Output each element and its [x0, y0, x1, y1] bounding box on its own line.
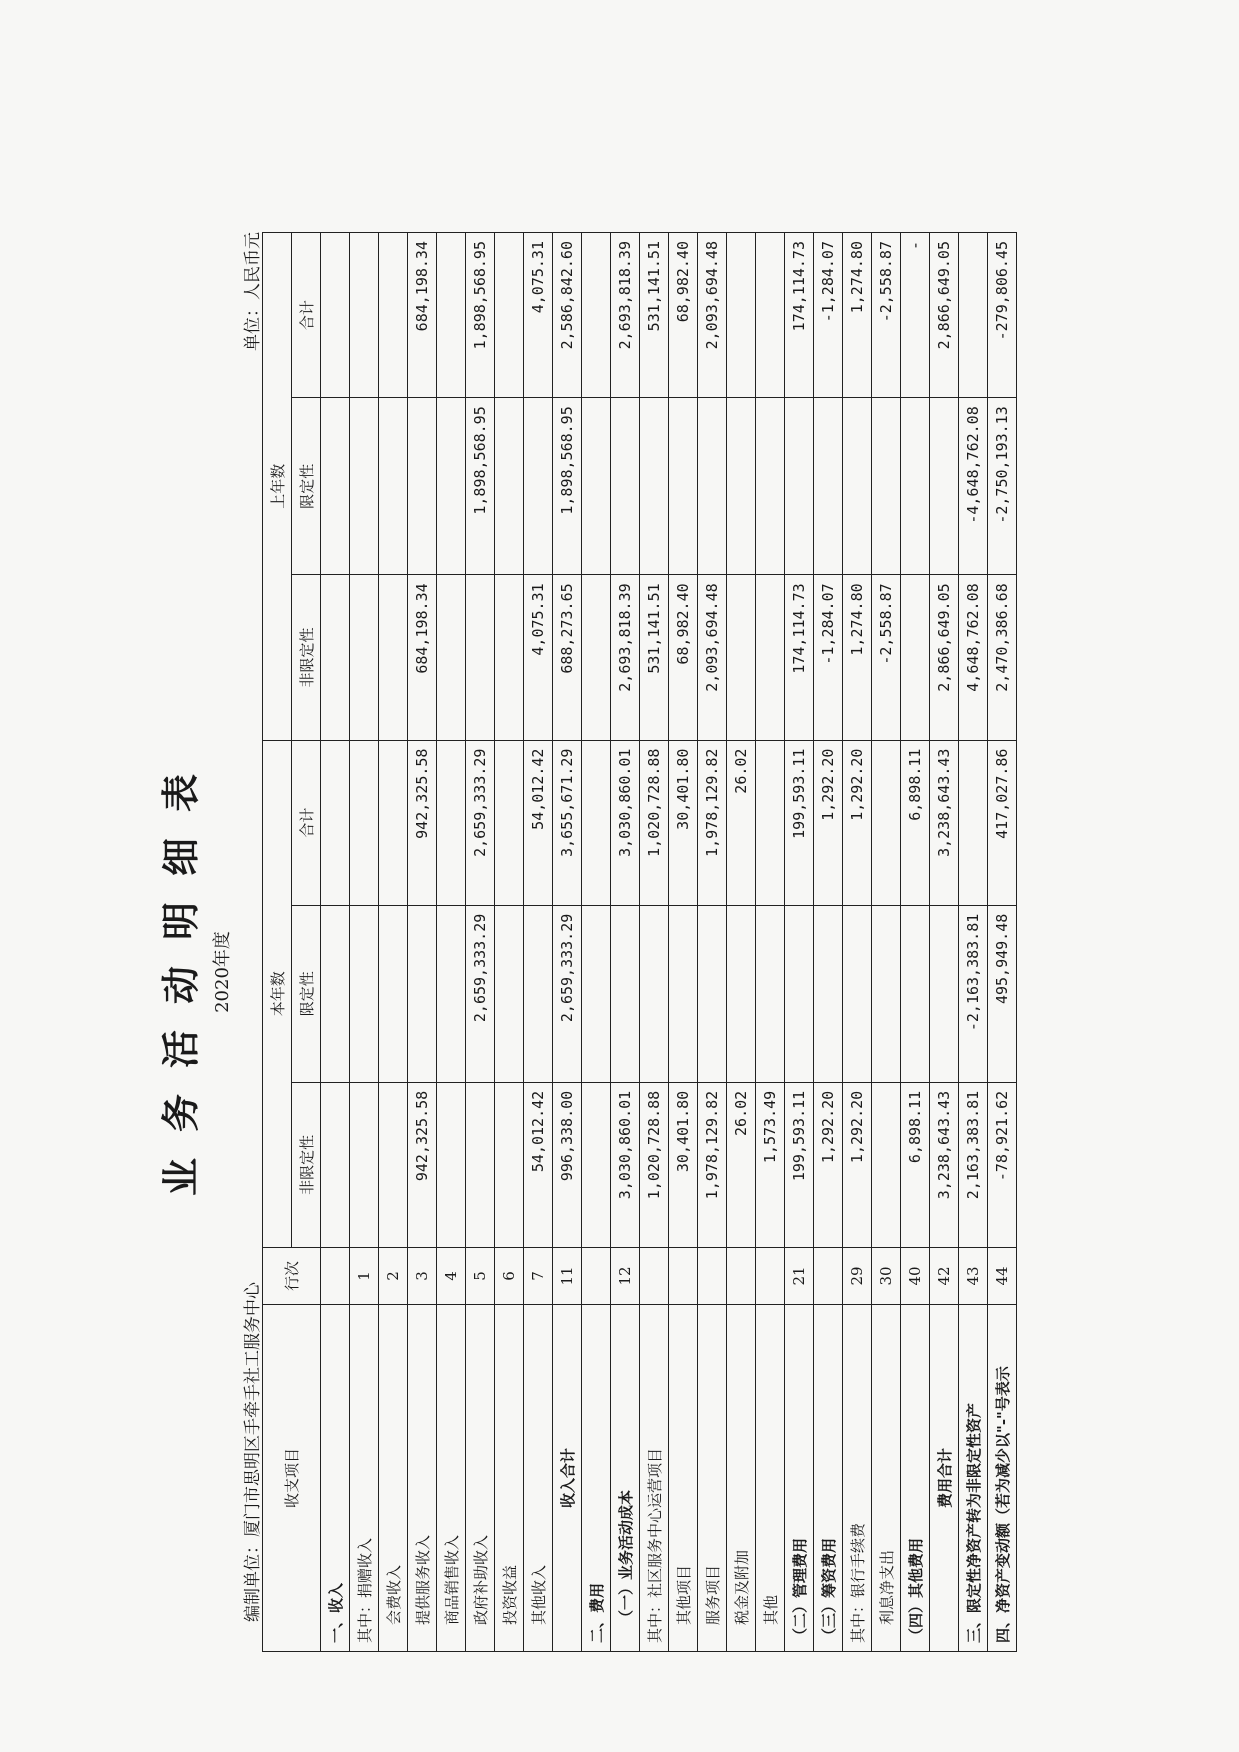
- cell-cy-t: [756, 740, 785, 905]
- cell-ly-t: -1,284.07: [814, 233, 843, 398]
- cell-cy-r: [495, 905, 524, 1082]
- cell-ly-u: [756, 575, 785, 740]
- table-row: [582, 233, 611, 1652]
- row-item-label: 其他项目: [669, 1305, 698, 1652]
- row-item-label: 税金及附加: [727, 1305, 756, 1652]
- cell-cy-r: [669, 905, 698, 1082]
- cell-cy-t: [582, 740, 611, 905]
- row-item-label: 其他: [756, 1305, 785, 1652]
- organization-label: 编制单位：厦门市思明区手牵手社工服务中心: [243, 1282, 263, 1622]
- table-row: [872, 233, 901, 1652]
- row-line-number: 5: [466, 1248, 495, 1305]
- cell-ly-t: [437, 233, 466, 398]
- row-item-label: 费用合计: [930, 1305, 959, 1652]
- cell-cy-r: [582, 905, 611, 1082]
- cell-ly-r: [872, 398, 901, 575]
- table-row: [466, 233, 495, 1652]
- cell-ly-r: 1,898,568.95: [553, 398, 582, 575]
- cell-ly-u: [582, 575, 611, 740]
- cell-ly-u: [901, 575, 930, 740]
- cell-cy-t: [321, 740, 350, 905]
- cell-cy-u: 199,593.11: [785, 1082, 814, 1247]
- cell-ly-r: [640, 398, 669, 575]
- row-item-label: 其中：银行手续费: [843, 1305, 872, 1652]
- cell-ly-u: 174,114.73: [785, 575, 814, 740]
- row-line-number: 21: [785, 1248, 814, 1305]
- cell-ly-r: [698, 398, 727, 575]
- cell-ly-t: 684,198.34: [408, 233, 437, 398]
- cell-ly-t: [495, 233, 524, 398]
- table-row: [959, 233, 988, 1652]
- cell-cy-u: [437, 1082, 466, 1247]
- row-item-label: （二）管理费用: [785, 1305, 814, 1652]
- row-line-number: 29: [843, 1248, 872, 1305]
- header-current-year: 本年数: [263, 740, 292, 1247]
- cell-cy-u: [495, 1082, 524, 1247]
- cell-cy-t: [379, 740, 408, 905]
- cell-ly-t: 2,586,842.60: [553, 233, 582, 398]
- cell-cy-r: [611, 905, 640, 1082]
- cell-ly-t: [959, 233, 988, 398]
- cell-cy-u: [872, 1082, 901, 1247]
- table-row: [727, 233, 756, 1652]
- cell-ly-r: [669, 398, 698, 575]
- header-ly-unrestricted: 非限定性: [292, 575, 321, 740]
- cell-cy-t: 942,325.58: [408, 740, 437, 905]
- activity-statement-table: [262, 232, 1017, 1652]
- table-row: [814, 233, 843, 1652]
- cell-ly-u: 4,075.31: [524, 575, 553, 740]
- cell-cy-u: 30,401.80: [669, 1082, 698, 1247]
- cell-ly-r: [350, 398, 379, 575]
- cell-cy-r: [379, 905, 408, 1082]
- cell-ly-r: [611, 398, 640, 575]
- cell-cy-r: -2,163,383.81: [959, 905, 988, 1082]
- cell-cy-u: 54,012.42: [524, 1082, 553, 1247]
- row-item-label: 其他收入: [524, 1305, 553, 1652]
- row-line-number: 44: [988, 1248, 1017, 1305]
- row-line-number: 43: [959, 1248, 988, 1305]
- cell-ly-u: 68,982.40: [669, 575, 698, 740]
- row-item-label: 二、费用: [582, 1305, 611, 1652]
- table-row: [350, 233, 379, 1652]
- row-line-number: 1: [350, 1248, 379, 1305]
- cell-cy-r: [756, 905, 785, 1082]
- cell-cy-r: [408, 905, 437, 1082]
- cell-cy-t: 3,655,671.29: [553, 740, 582, 905]
- cell-cy-u: 3,238,643.43: [930, 1082, 959, 1247]
- cell-cy-u: 1,292.20: [843, 1082, 872, 1247]
- row-line-number: 12: [611, 1248, 640, 1305]
- row-item-label: 政府补助收入: [466, 1305, 495, 1652]
- cell-cy-r: 2,659,333.29: [466, 905, 495, 1082]
- row-line-number: 3: [408, 1248, 437, 1305]
- cell-ly-t: 68,982.40: [669, 233, 698, 398]
- row-line-number: 11: [553, 1248, 582, 1305]
- cell-cy-u: 3,030,860.01: [611, 1082, 640, 1247]
- header-last-year: 上年数: [263, 233, 292, 741]
- table-row: [524, 233, 553, 1652]
- table-row: [321, 233, 350, 1652]
- cell-cy-t: [959, 740, 988, 905]
- table-row: [408, 233, 437, 1652]
- table-row: [930, 233, 959, 1652]
- header-ly-restricted: 限定性: [292, 398, 321, 575]
- cell-ly-u: [466, 575, 495, 740]
- cell-cy-t: 1,020,728.88: [640, 740, 669, 905]
- cell-ly-t: 174,114.73: [785, 233, 814, 398]
- row-line-number: [814, 1248, 843, 1305]
- row-line-number: 7: [524, 1248, 553, 1305]
- cell-cy-u: [350, 1082, 379, 1247]
- header-line: 行次: [263, 1248, 321, 1305]
- table-body: [321, 233, 1017, 1652]
- cell-ly-t: 1,898,568.95: [466, 233, 495, 398]
- cell-cy-t: [350, 740, 379, 905]
- cell-ly-t: -279,806.45: [988, 233, 1017, 398]
- cell-ly-r: [408, 398, 437, 575]
- cell-ly-t: [321, 233, 350, 398]
- cell-cy-r: [640, 905, 669, 1082]
- cell-ly-u: 2,470,386.68: [988, 575, 1017, 740]
- cell-ly-r: [756, 398, 785, 575]
- row-line-number: 4: [437, 1248, 466, 1305]
- cell-ly-r: [437, 398, 466, 575]
- cell-ly-u: 684,198.34: [408, 575, 437, 740]
- cell-ly-t: 4,075.31: [524, 233, 553, 398]
- cell-ly-t: [582, 233, 611, 398]
- cell-ly-t: -: [901, 233, 930, 398]
- row-line-number: 30: [872, 1248, 901, 1305]
- cell-ly-u: [321, 575, 350, 740]
- cell-cy-u: -78,921.62: [988, 1082, 1017, 1247]
- cell-cy-u: [321, 1082, 350, 1247]
- cell-ly-t: [756, 233, 785, 398]
- row-item-label: 其中：捐赠收入: [350, 1305, 379, 1652]
- cell-ly-u: [350, 575, 379, 740]
- cell-ly-r: [901, 398, 930, 575]
- cell-cy-u: 942,325.58: [408, 1082, 437, 1247]
- row-line-number: [756, 1248, 785, 1305]
- cell-ly-u: 688,273.65: [553, 575, 582, 740]
- cell-cy-r: [698, 905, 727, 1082]
- cell-cy-t: 2,659,333.29: [466, 740, 495, 905]
- row-item-label: 四、净资产变动额（若为减少以"-"号表示: [988, 1305, 1017, 1652]
- cell-ly-u: -1,284.07: [814, 575, 843, 740]
- cell-ly-u: [727, 575, 756, 740]
- cell-ly-u: 4,648,762.08: [959, 575, 988, 740]
- cell-cy-t: 3,238,643.43: [930, 740, 959, 905]
- cell-cy-t: 417,027.86: [988, 740, 1017, 905]
- cell-ly-u: [379, 575, 408, 740]
- cell-ly-r: [727, 398, 756, 575]
- row-item-label: （三）筹资费用: [814, 1305, 843, 1652]
- cell-ly-t: 2,866,649.05: [930, 233, 959, 398]
- row-item-label: 会费收入: [379, 1305, 408, 1652]
- cell-ly-t: 2,093,694.48: [698, 233, 727, 398]
- cell-cy-t: 1,292.20: [814, 740, 843, 905]
- cell-ly-t: 531,141.51: [640, 233, 669, 398]
- cell-ly-t: [379, 233, 408, 398]
- table-row: [698, 233, 727, 1652]
- row-item-label: （一）业务活动成本: [611, 1305, 640, 1652]
- cell-ly-r: [524, 398, 553, 575]
- cell-cy-r: [350, 905, 379, 1082]
- cell-cy-r: [437, 905, 466, 1082]
- row-line-number: 42: [930, 1248, 959, 1305]
- header-item: 收支项目: [263, 1305, 321, 1652]
- cell-ly-r: [582, 398, 611, 575]
- report-year: 2020年度: [212, 931, 233, 1013]
- cell-ly-r: [843, 398, 872, 575]
- row-line-number: [321, 1248, 350, 1305]
- cell-ly-t: [727, 233, 756, 398]
- row-item-label: 其中：社区服务中心运营项目: [640, 1305, 669, 1652]
- row-line-number: 40: [901, 1248, 930, 1305]
- row-line-number: [669, 1248, 698, 1305]
- row-item-label: 服务项目: [698, 1305, 727, 1652]
- cell-ly-r: [379, 398, 408, 575]
- cell-cy-t: 6,898.11: [901, 740, 930, 905]
- row-item-label: 商品销售收入: [437, 1305, 466, 1652]
- row-item-label: 利息净支出: [872, 1305, 901, 1652]
- table-row: [669, 233, 698, 1652]
- cell-cy-r: 495,949.48: [988, 905, 1017, 1082]
- rotated-sheet: [0, 192, 1100, 1752]
- cell-cy-u: [379, 1082, 408, 1247]
- cell-cy-u: 996,338.00: [553, 1082, 582, 1247]
- cell-ly-r: 1,898,568.95: [466, 398, 495, 575]
- row-line-number: [582, 1248, 611, 1305]
- cell-ly-r: [785, 398, 814, 575]
- cell-ly-r: [495, 398, 524, 575]
- row-line-number: [640, 1248, 669, 1305]
- cell-cy-r: [814, 905, 843, 1082]
- cell-cy-r: [524, 905, 553, 1082]
- header-cy-total: 合计: [292, 740, 321, 905]
- row-item-label: 提供服务收入: [408, 1305, 437, 1652]
- row-line-number: [727, 1248, 756, 1305]
- cell-cy-u: 2,163,383.81: [959, 1082, 988, 1247]
- cell-cy-r: [901, 905, 930, 1082]
- cell-cy-t: 1,978,129.82: [698, 740, 727, 905]
- cell-ly-u: 2,693,818.39: [611, 575, 640, 740]
- cell-ly-u: 531,141.51: [640, 575, 669, 740]
- cell-cy-r: [785, 905, 814, 1082]
- row-item-label: 三、限定性净资产转为非限定性资产: [959, 1305, 988, 1652]
- table-row: [495, 233, 524, 1652]
- table-row: [640, 233, 669, 1652]
- row-item-label: 收入合计: [553, 1305, 582, 1652]
- cell-cy-r: [727, 905, 756, 1082]
- table-row: [437, 233, 466, 1652]
- row-item-label: 一、收入: [321, 1305, 350, 1652]
- cell-ly-r: -4,648,762.08: [959, 398, 988, 575]
- row-line-number: [698, 1248, 727, 1305]
- cell-ly-u: -2,558.87: [872, 575, 901, 740]
- page-title: 业务活动明细表: [158, 748, 203, 1197]
- cell-cy-t: [437, 740, 466, 905]
- cell-cy-u: 26.02: [727, 1082, 756, 1247]
- header-ly-total: 合计: [292, 233, 321, 398]
- cell-cy-t: 199,593.11: [785, 740, 814, 905]
- cell-cy-r: 2,659,333.29: [553, 905, 582, 1082]
- cell-ly-r: [321, 398, 350, 575]
- table-row: [901, 233, 930, 1652]
- cell-cy-t: 54,012.42: [524, 740, 553, 905]
- cell-cy-u: 6,898.11: [901, 1082, 930, 1247]
- row-item-label: （四）其他费用: [901, 1305, 930, 1652]
- cell-ly-u: 2,093,694.48: [698, 575, 727, 740]
- cell-ly-u: [437, 575, 466, 740]
- cell-ly-t: 1,274.80: [843, 233, 872, 398]
- cell-cy-r: [872, 905, 901, 1082]
- header-cy-restricted: 限定性: [292, 905, 321, 1082]
- cell-cy-u: 1,978,129.82: [698, 1082, 727, 1247]
- cell-cy-u: [466, 1082, 495, 1247]
- cell-ly-r: [814, 398, 843, 575]
- cell-ly-u: 2,866,649.05: [930, 575, 959, 740]
- table-row: [553, 233, 582, 1652]
- cell-cy-r: [843, 905, 872, 1082]
- table-row: [379, 233, 408, 1652]
- cell-cy-r: [321, 905, 350, 1082]
- cell-cy-r: [930, 905, 959, 1082]
- table-row: [988, 233, 1017, 1652]
- cell-ly-u: [495, 575, 524, 740]
- cell-ly-t: [350, 233, 379, 398]
- cell-cy-t: [872, 740, 901, 905]
- cell-cy-t: 3,030,860.01: [611, 740, 640, 905]
- cell-cy-t: [495, 740, 524, 905]
- table-row: [843, 233, 872, 1652]
- currency-unit-label: 单位：人民币元: [243, 232, 263, 351]
- table-row: [756, 233, 785, 1652]
- table-row: [611, 233, 640, 1652]
- row-item-label: 投资收益: [495, 1305, 524, 1652]
- cell-cy-u: 1,573.49: [756, 1082, 785, 1247]
- cell-cy-t: 26.02: [727, 740, 756, 905]
- row-line-number: 6: [495, 1248, 524, 1305]
- cell-cy-u: 1,020,728.88: [640, 1082, 669, 1247]
- cell-cy-t: 1,292.20: [843, 740, 872, 905]
- cell-ly-t: -2,558.87: [872, 233, 901, 398]
- cell-cy-u: [582, 1082, 611, 1247]
- cell-ly-r: [930, 398, 959, 575]
- row-line-number: 2: [379, 1248, 408, 1305]
- cell-cy-u: 1,292.20: [814, 1082, 843, 1247]
- cell-cy-t: 30,401.80: [669, 740, 698, 905]
- cell-ly-u: 1,274.80: [843, 575, 872, 740]
- cell-ly-t: 2,693,818.39: [611, 233, 640, 398]
- table-row: [785, 233, 814, 1652]
- cell-ly-r: -2,750,193.13: [988, 398, 1017, 575]
- header-cy-unrestricted: 非限定性: [292, 1082, 321, 1247]
